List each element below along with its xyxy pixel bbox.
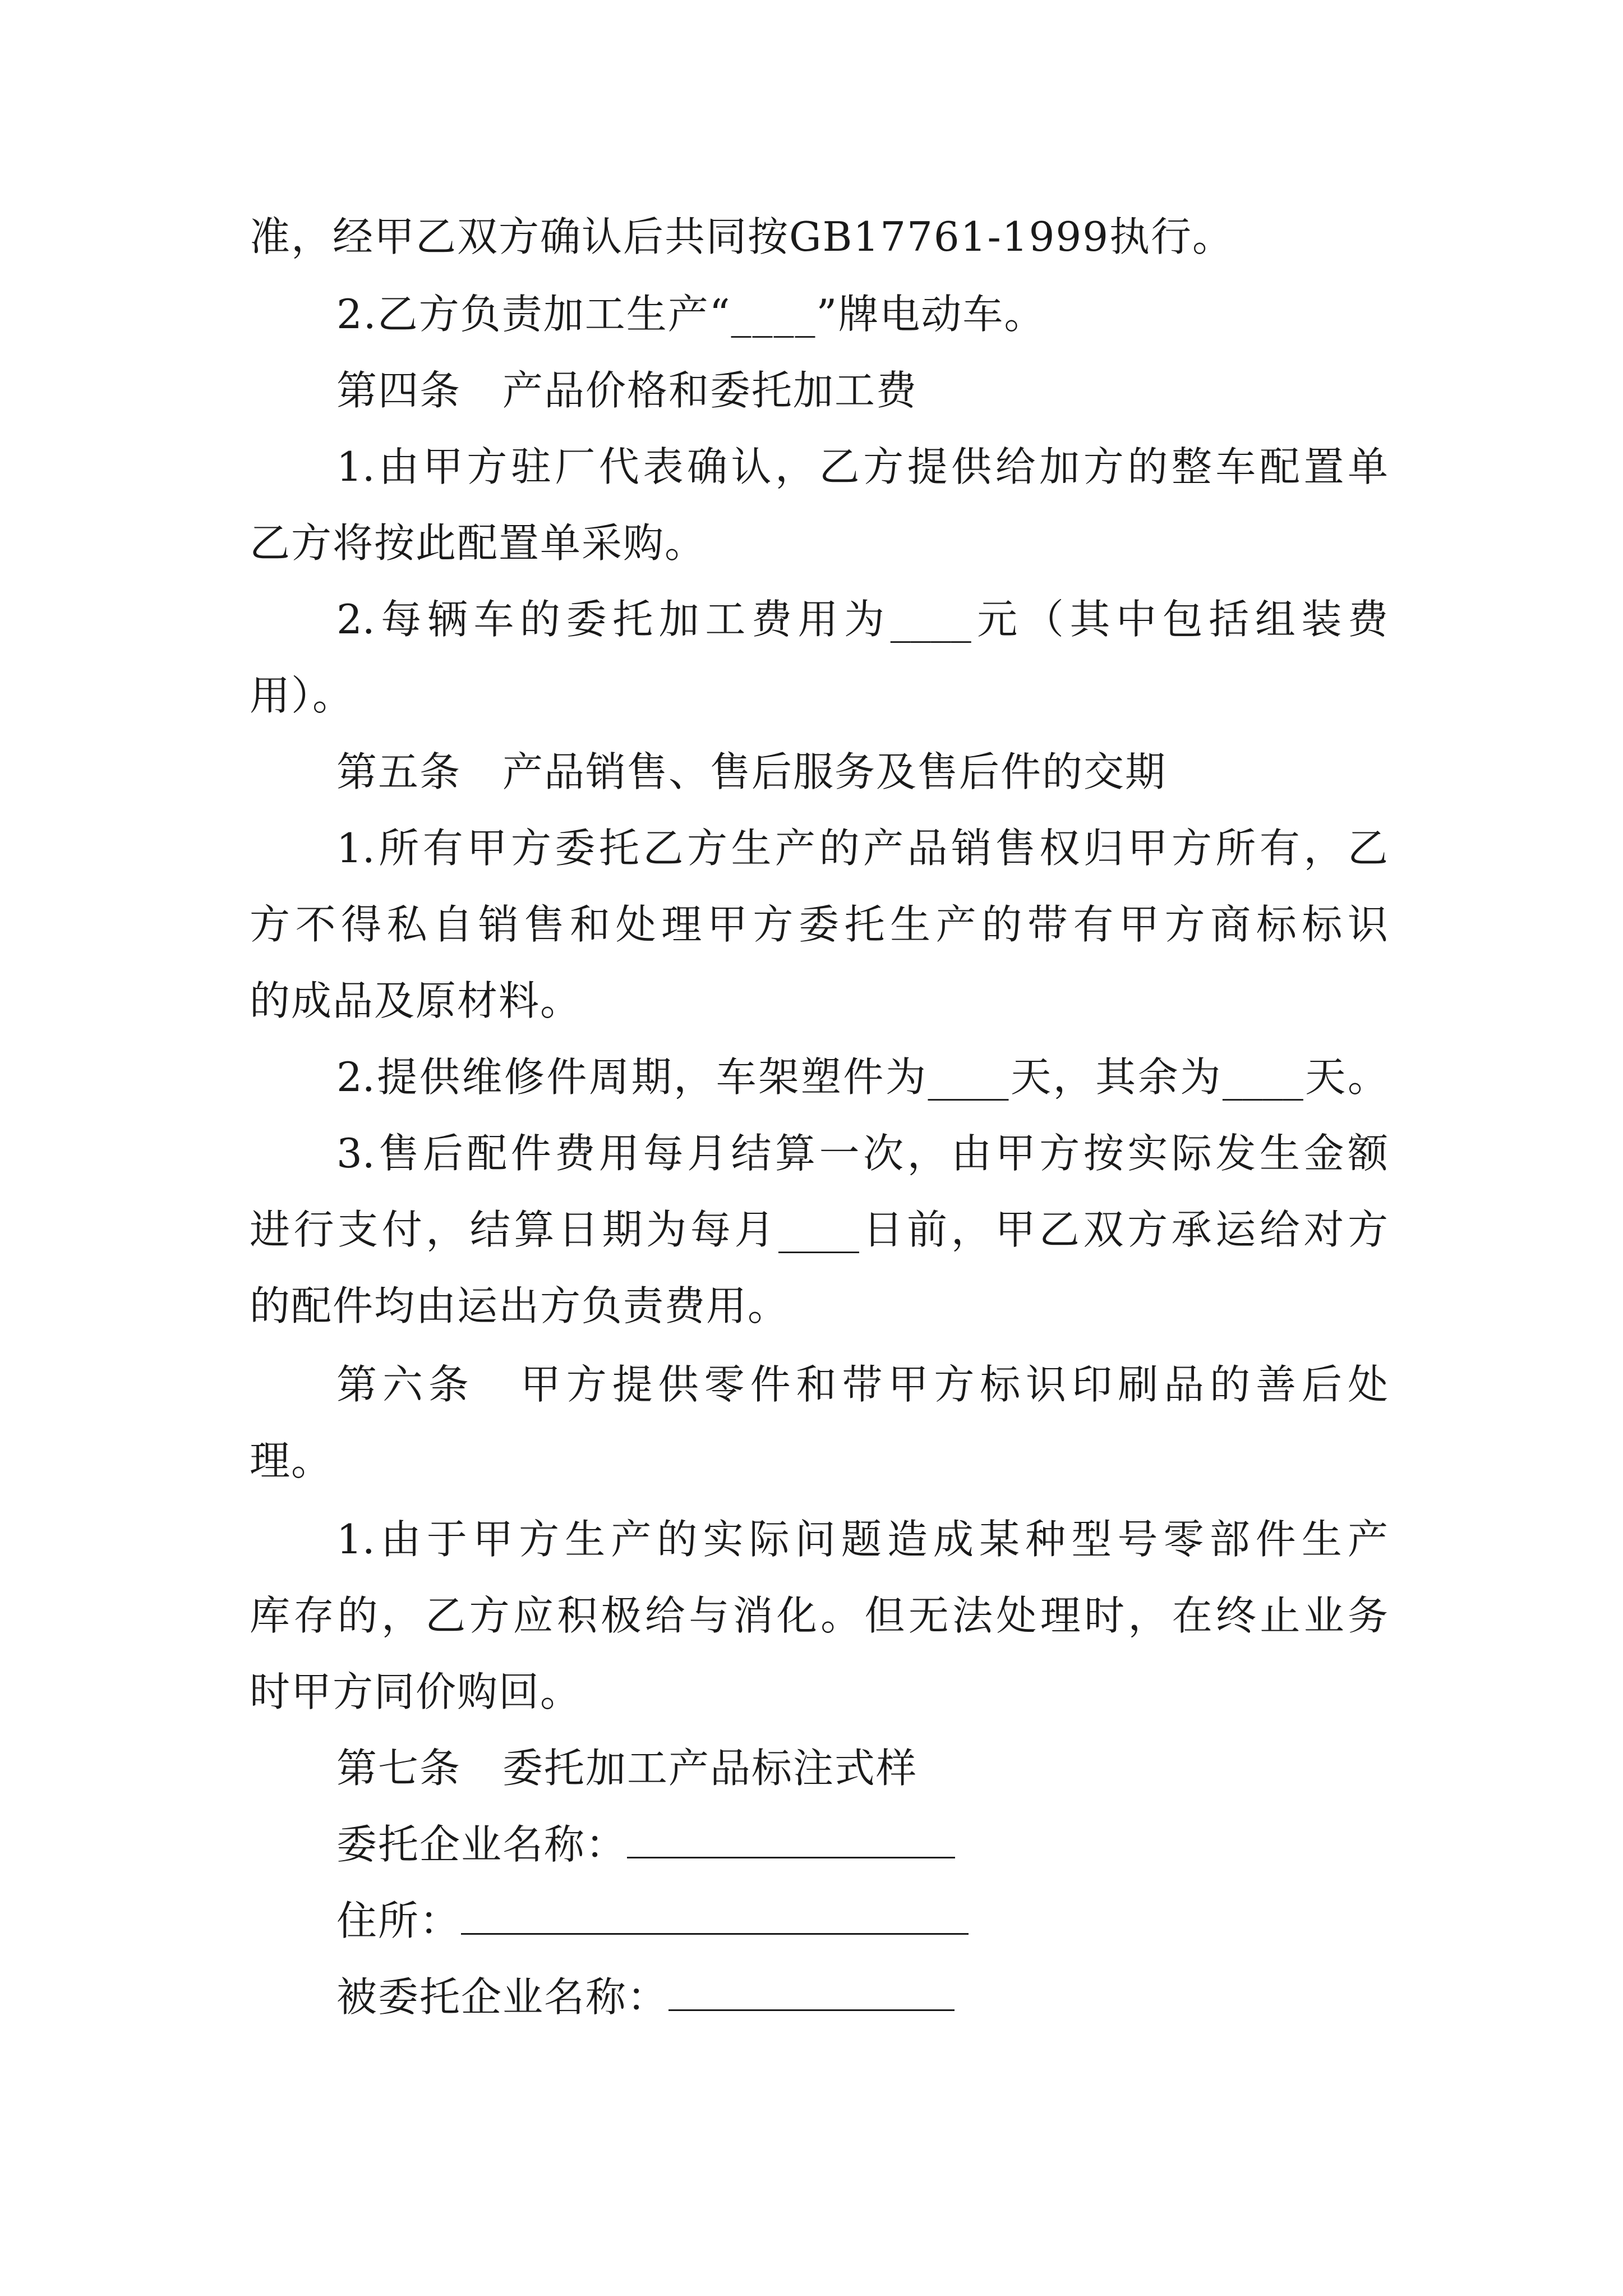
line-04: 1.由甲方驻厂代表确认，乙方提供给加方的整车配置单	[336, 443, 1388, 490]
line-05: 乙方将按此配置单采购。	[250, 519, 707, 567]
line-15: 的配件均由运出方负责费用。	[250, 1282, 790, 1329]
line-01: 准，经甲乙双方确认后共同按GB17761-1999执行。	[250, 213, 1234, 260]
section-heading-7: 第七条 委托加工产品标注式样	[336, 1745, 918, 1792]
line-11: 的成品及原材料。	[250, 977, 582, 1024]
entrusted-company-label: 被委托企业名称：	[336, 1973, 669, 2021]
entrusting-company-row	[336, 1818, 955, 1871]
line-10: 方不得私自销售和处理甲方委托生产的带有甲方商标标识	[250, 901, 1388, 948]
address-label: 住所：	[336, 1897, 462, 1944]
line-18: 1.由于甲方生产的实际问题造成某种型号零部件生产	[336, 1516, 1388, 1563]
section-heading-4: 第四条 产品价格和委托加工费	[336, 367, 918, 414]
line-06: 2.每辆车的委托加工费用为____元（其中包括组装费	[336, 596, 1388, 643]
entrusting-company-blank	[627, 1820, 955, 1858]
line-12: 2.提供维修件周期，车架塑件为____天，其余为____天。	[336, 1053, 1388, 1101]
line-07: 用）。	[250, 672, 354, 719]
address-blank	[461, 1896, 969, 1935]
line-17: 理。	[250, 1437, 333, 1484]
entrusted-company-row	[336, 1970, 955, 2024]
line-13: 3.售后配件费用每月结算一次，由甲方按实际发生金额	[336, 1130, 1388, 1177]
line-02: 2.乙方负责加工生产“____”牌电动车。	[336, 291, 1046, 338]
line-09: 1.所有甲方委托乙方生产的产品销售权归甲方所有，乙	[336, 825, 1388, 872]
entrusting-company-label: 委托企业名称：	[336, 1821, 628, 1868]
line-14: 进行支付，结算日期为每月____日前，甲乙双方承运给对方	[250, 1206, 1388, 1253]
line-20: 时甲方同价购回。	[250, 1668, 582, 1715]
address-row	[336, 1894, 969, 1948]
line-19: 库存的，乙方应积极给与消化。但无法处理时，在终止业务	[250, 1592, 1388, 1639]
entrusted-company-blank	[668, 1972, 955, 2011]
section-heading-6: 第六条 甲方提供零件和带甲方标识印刷品的善后处	[336, 1361, 1388, 1408]
section-heading-5: 第五条 产品销售、售后服务及售后件的交期	[336, 748, 1167, 795]
